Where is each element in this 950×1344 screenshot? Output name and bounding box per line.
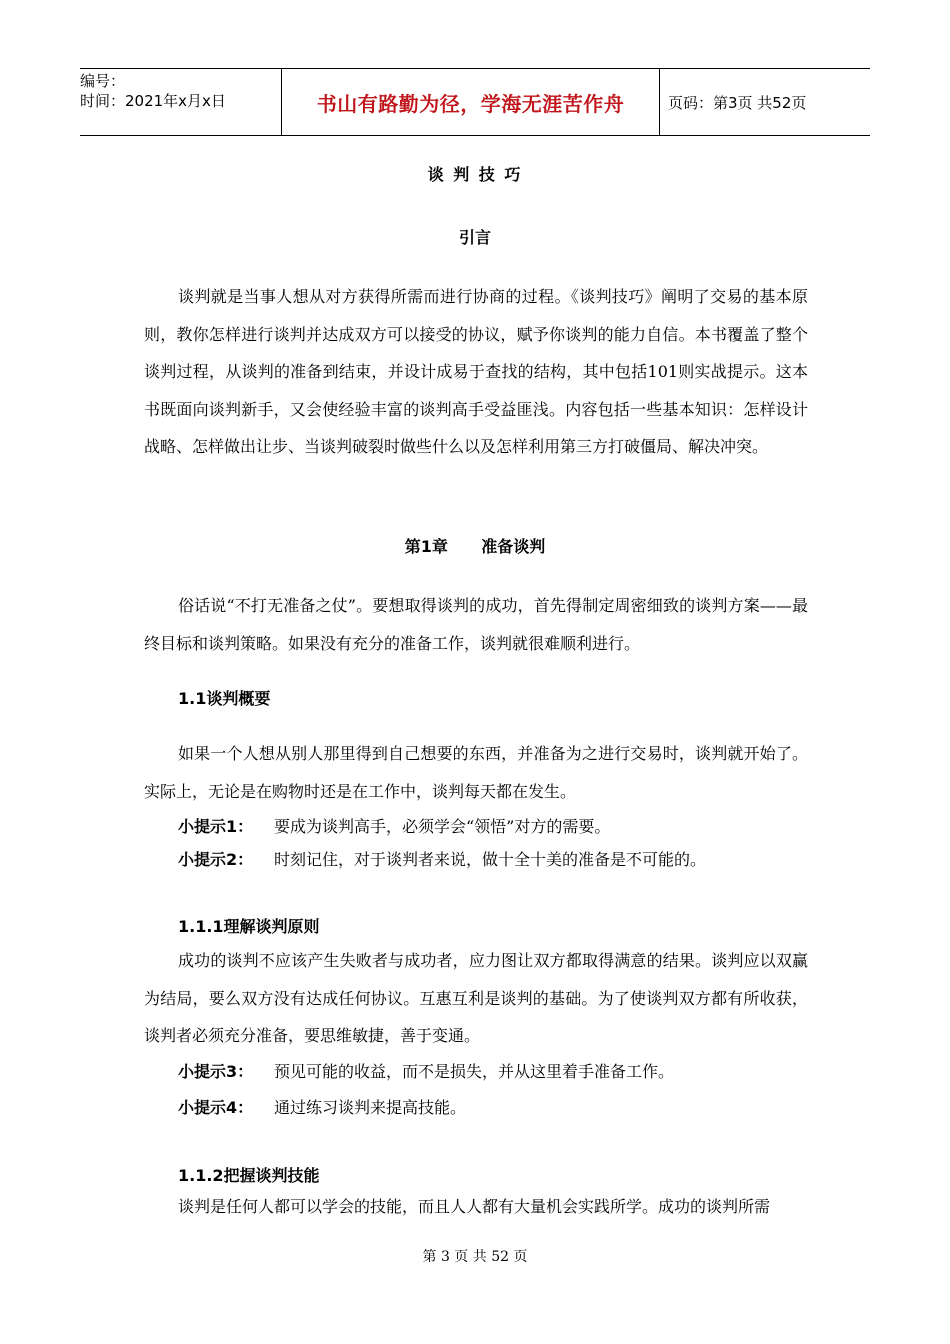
tip-label: 小提示2： (178, 850, 254, 869)
section-1-1-1-paragraph: 成功的谈判不应该产生失败者与成功者，应力图让双方都取得满意的结果。谈判应以双赢为结局，要么双方没有达成任何协议。互惠互利是谈判的基础。为了使谈判双方都有所收获，谈判者必须充分准备，要思维敏捷，善于变通。 (144, 951, 808, 1045)
chapter-heading: 第1章 准备谈判 (404, 537, 546, 556)
document-date: 时间：2021年x月x日 (80, 92, 226, 110)
tip-text: 通过练习谈判来提高技能。 (274, 1098, 467, 1117)
header-motto: 书山有路勤为径，学海无涯苦作舟 (316, 91, 625, 116)
section-heading-1-1-1: 1.1.1理解谈判原则 (178, 917, 320, 936)
document-title: 谈 判 技 巧 (427, 165, 523, 184)
tip-4 (178, 1095, 466, 1118)
chapter-paragraph: 俗话说“不打无准备之仗”。要想取得谈判的成功，首先得制定周密细致的谈判方案——最终目标和谈判策略。如果没有充分的准备工作，谈判就很难顺利进行。 (144, 596, 808, 653)
document-number-label: 编号： (80, 72, 126, 90)
section-1-1-paragraph: 如果一个人想从别人那里得到自己想要的东西，并准备为之进行交易时，谈判就开始了。实际上，无论是在购物时还是在工作中，谈判每天都在发生。 (144, 744, 808, 801)
section-heading-1-1-2: 1.1.2把握谈判技能 (178, 1166, 320, 1185)
header-motto-cell (282, 69, 660, 136)
tip-text: 预见可能的收益，而不是损失，并从这里着手准备工作。 (274, 1062, 675, 1081)
tip-label: 小提示1： (178, 817, 254, 836)
page-header (80, 68, 870, 136)
header-page-info: 页码：第3页 共52页 (660, 69, 871, 136)
header-meta-cell (80, 69, 282, 136)
intro-paragraph: 谈判就是当事人想从对方获得所需而进行协商的过程。《谈判技巧》阐明了交易的基本原则，教你怎样进行谈判并达成双方可以接受的协议，赋予你谈判的能力自信。本书覆盖了整个谈判过程，从谈判的准备到结束，并设计成易于查找的结构，其中包括101则实战提示。这本书既面向谈判新手，又会使经验丰富的谈判高手受益匪浅。内容包括一些基本知识：怎样设计战略、怎样做出让步、当谈判破裂时做些什么以及怎样利用第三方打破僵局、解决冲突。 (144, 287, 808, 456)
tip-text: 要成为谈判高手，必须学会“领悟”对方的需要。 (274, 817, 611, 836)
tip-2 (178, 847, 706, 870)
section-1-1-2-paragraph: 谈判是任何人都可以学会的技能，而且人人都有大量机会实践所学。成功的谈判所需 (178, 1197, 771, 1216)
tip-label: 小提示4： (178, 1098, 254, 1117)
tip-3 (178, 1059, 674, 1082)
tip-text: 时刻记住，对于谈判者来说，做十全十美的准备是不可能的。 (274, 850, 707, 869)
section-heading-1-1: 1.1谈判概要 (178, 689, 271, 708)
page-footer: 第 3 页 共 52 页 (422, 1249, 528, 1265)
intro-heading: 引言 (458, 228, 491, 247)
tip-1 (178, 814, 610, 837)
tip-label: 小提示3： (178, 1062, 254, 1081)
